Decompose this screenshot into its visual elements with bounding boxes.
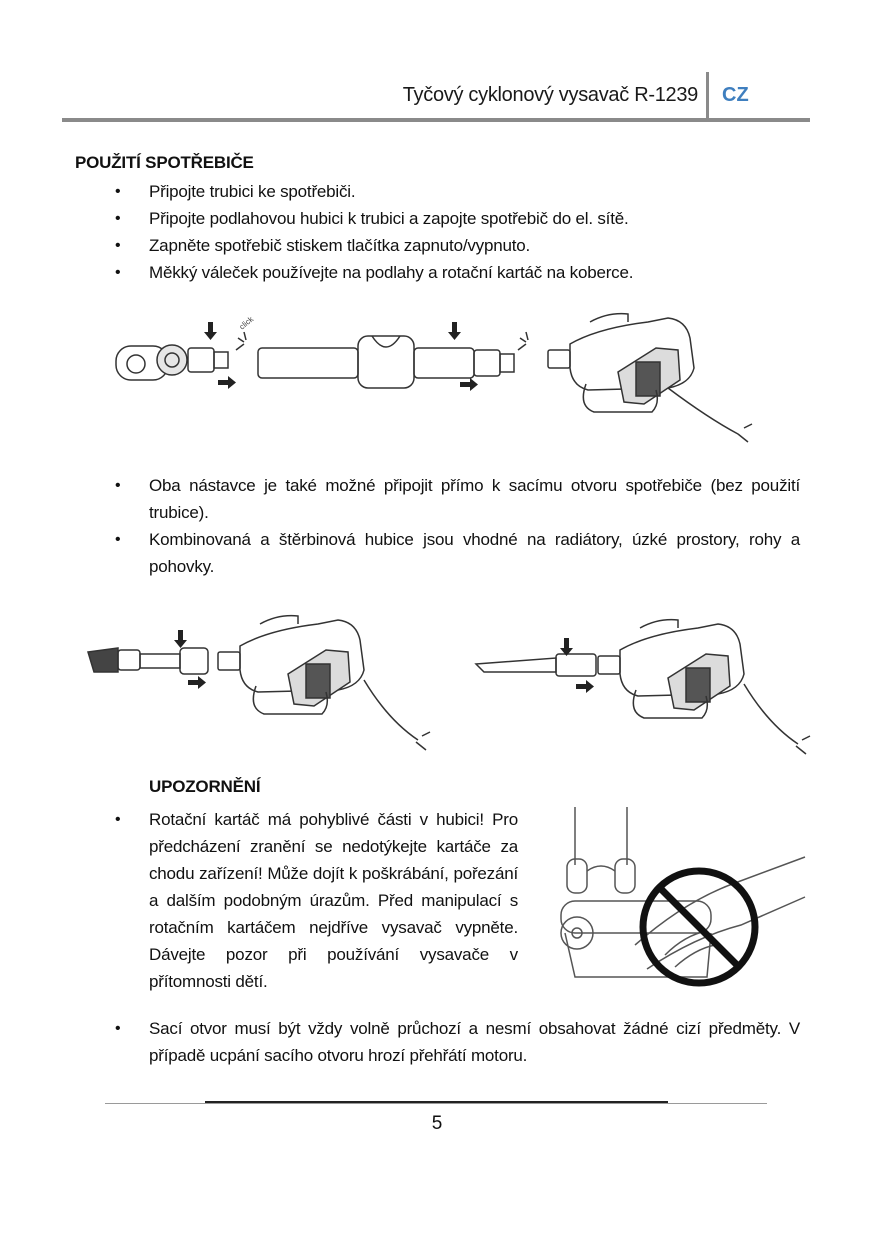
document-title: Tyčový cyklonový vysavač R-1239 xyxy=(402,84,698,106)
list-item: • Sací otvor musí být vždy volně průchozí a nesmí obsahovat žádné cizí předměty. V případě ucpání sacího otvoru hrozí přehřátí motoru. xyxy=(75,1015,800,1069)
brush-tool-drawing xyxy=(88,648,208,674)
list-item: • Kombinovaná a štěrbinová hubice jsou vhodné na radiátory, úzké prostory, rohy a pohovky. xyxy=(75,526,800,580)
click-label: click xyxy=(237,314,256,332)
header-separator xyxy=(706,72,709,120)
click-icon xyxy=(518,332,528,350)
figure-warning xyxy=(535,805,807,993)
figure-assembly xyxy=(108,308,768,458)
arrow-down-icon xyxy=(204,322,217,340)
section-title-warning: UPOZORNĚNÍ xyxy=(149,777,261,796)
vacuum-main-unit-drawing xyxy=(598,620,810,754)
list-item: • Oba nástavce je také možné připojit přímo k sacímu otvoru spotřebiče (bez použití trubice). xyxy=(75,472,800,526)
section-title-usage: POUŽITÍ SPOTŘEBIČE xyxy=(75,153,254,172)
arrow-right-icon xyxy=(460,378,478,391)
header-rule xyxy=(62,118,810,122)
list-item: • Připojte podlahovou hubici k trubici a zapojte spotřebič do el. sítě. xyxy=(75,205,775,232)
floor-nozzle-drawing xyxy=(116,345,228,380)
warning-list xyxy=(75,806,518,995)
vacuum-main-unit-drawing xyxy=(548,314,752,442)
footer-rule-accent xyxy=(205,1101,668,1103)
usage-notes-list xyxy=(75,472,800,580)
brush-head-drawing xyxy=(561,807,711,977)
list-item: • Připojte trubici ke spotřebiči. xyxy=(75,178,775,205)
list-item: • Měkký váleček používejte na podlahy a rotační kartáč na koberce. xyxy=(75,259,775,286)
arrow-down-icon xyxy=(174,630,187,648)
click-icon xyxy=(236,314,256,350)
page-header xyxy=(62,72,810,124)
vacuum-main-unit-drawing xyxy=(218,616,430,750)
page-number: 5 xyxy=(431,1113,443,1134)
crevice-tool-drawing xyxy=(476,654,596,676)
figure-accessories xyxy=(86,610,811,758)
arrow-right-icon xyxy=(188,676,206,689)
arrow-right-icon xyxy=(218,376,236,389)
prohibited-icon xyxy=(643,871,755,983)
warning-illustration xyxy=(535,805,807,993)
warning-list-continued xyxy=(75,1015,800,1069)
list-item: • Zapněte spotřebič stiskem tlačítka zapnuto/vypnuto. xyxy=(75,232,775,259)
language-code: CZ xyxy=(722,84,749,106)
assembly-illustration xyxy=(108,308,768,458)
arrow-down-icon xyxy=(448,322,461,340)
tube-drawing xyxy=(258,336,514,388)
list-item: • Rotační kartáč má pohyblivé části v hubici! Pro předcházení zranění se nedotýkejte kartáče za chodu zařízení! Může dojít k poškrábání, pořezání a dalším podobným úrazům. Před manipulací s rotačním kartáčem nejdříve vysavač vypněte. Dávejte pozor při používání vysavače v přítomnosti dětí. xyxy=(75,806,518,995)
accessories-illustration xyxy=(86,610,811,758)
usage-steps-list xyxy=(75,178,775,286)
footer-rule xyxy=(105,1103,767,1104)
arrow-right-icon xyxy=(576,680,594,693)
